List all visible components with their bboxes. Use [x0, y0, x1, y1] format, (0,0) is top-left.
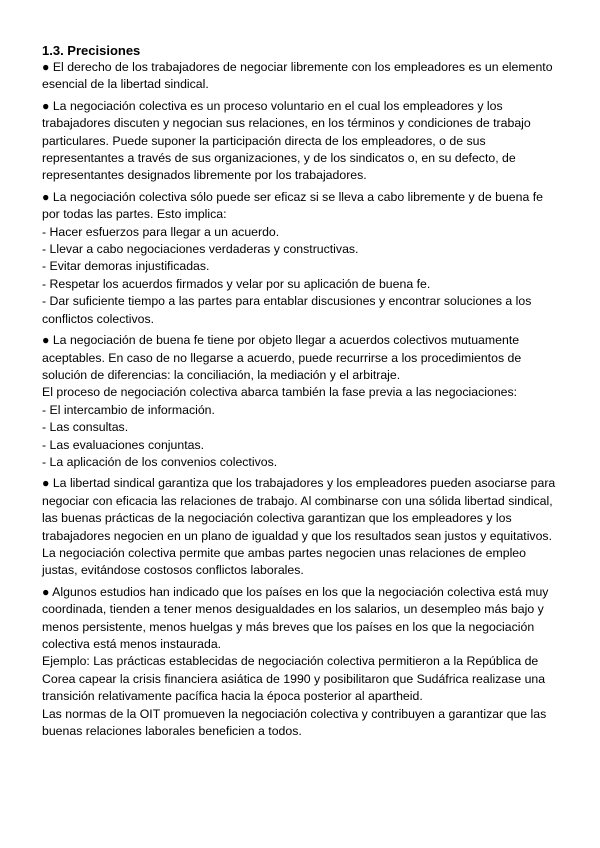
list-item: - Hacer esfuerzos para llegar a un acuerdo. — [42, 224, 280, 239]
list-item: - Dar suficiente tiempo a las partes para entablar discusiones y encontrar soluciones a los conflictos colectivos. — [42, 294, 532, 326]
text-line: El proceso de negociación colectiva abarca también la fase previa a las negociaciones: — [42, 385, 518, 400]
list-item: - La aplicación de los convenios colectivos. — [42, 454, 278, 469]
text-line: ● Algunos estudios han indicado que los países en los que la negociación colectiva está muy coordinada, tienden a tener menos desigualdades en los salarios, un desempleo más bajo y menos persistente, menos huelgas y más breves que los países en los que la negociación colectiva está menos instaurada. — [42, 584, 549, 651]
paragraph-3 — [42, 189, 556, 328]
section-heading: 1.3. Precisiones — [42, 43, 141, 58]
text-line: ● El derecho de los trabajadores de negociar libremente con los empleadores es un elemento esencial de la libertad sindical. — [42, 60, 553, 92]
list-item: - El intercambio de información. — [42, 402, 215, 417]
document-page — [42, 42, 556, 740]
list-item: - Respetar los acuerdos firmados y velar por su aplicación de buena fe. — [42, 276, 431, 291]
list-item: - Llevar a cabo negociaciones verdaderas y constructivas. — [42, 242, 359, 257]
text-line: ● La negociación colectiva es un proceso voluntario en el cual los empleadores y los trabajadores discuten y negocian sus relaciones, en los términos y condiciones de trabajo particulares. Puede suponer la participación directa de los empleadores, o de sus representantes a través de sus organizaciones, y de los sindicatos o, en su defecto, de representantes designados libremente por los trabajadores. — [42, 98, 531, 183]
paragraph-5 — [42, 475, 556, 579]
paragraph-2 — [42, 98, 556, 185]
text-line: ● La negociación de buena fe tiene por objeto llegar a acuerdos colectivos mutuamente aceptables. En caso de no llegarse a acuerdo, puede recurrirse a los procedimientos de solución de diferencias: la conciliación, la mediación y el arbitraje. — [42, 333, 522, 382]
paragraph-1 — [42, 59, 556, 94]
text-line: La negociación colectiva permite que ambas partes negocien unas relaciones de empleo justas, evitándose costosos conflictos laborales. — [42, 545, 526, 578]
text-line: ● La libertad sindical garantiza que los trabajadores y los empleadores pueden asociarse para negociar con eficacia las relaciones de trabajo. Al combinarse con una sólida libertad sindical, las buenas prácticas de la negociación colectiva garantizan que los empleadores y los trabajadores negocien en un plano de igualdad y que los resultados sean justos y equitativos. — [42, 476, 556, 543]
text-line: Ejemplo: Las prácticas establecidas de negociación colectiva permitieron a la República de Corea capear la crisis financiera asiática de 1990 y posibilitaron que Sudáfrica realizase una transición relativamente pacífica hacia la época posterior al apartheid. — [42, 654, 546, 704]
text-line: ● La negociación colectiva sólo puede ser eficaz si se lleva a cabo libremente y de buena fe por todas las partes. Esto implica: — [42, 189, 543, 222]
list-item: - Las evaluaciones conjuntas. — [42, 437, 205, 452]
list-item: - Las consultas. — [42, 420, 129, 435]
list-item: - Evitar demoras injustificadas. — [42, 259, 210, 274]
text-line: Las normas de la OIT promueven la negociación colectiva y contribuyen a garantizar que las buenas relaciones laborales beneficien a todos. — [42, 706, 547, 739]
paragraph-4 — [42, 332, 556, 471]
paragraph-6 — [42, 584, 556, 741]
